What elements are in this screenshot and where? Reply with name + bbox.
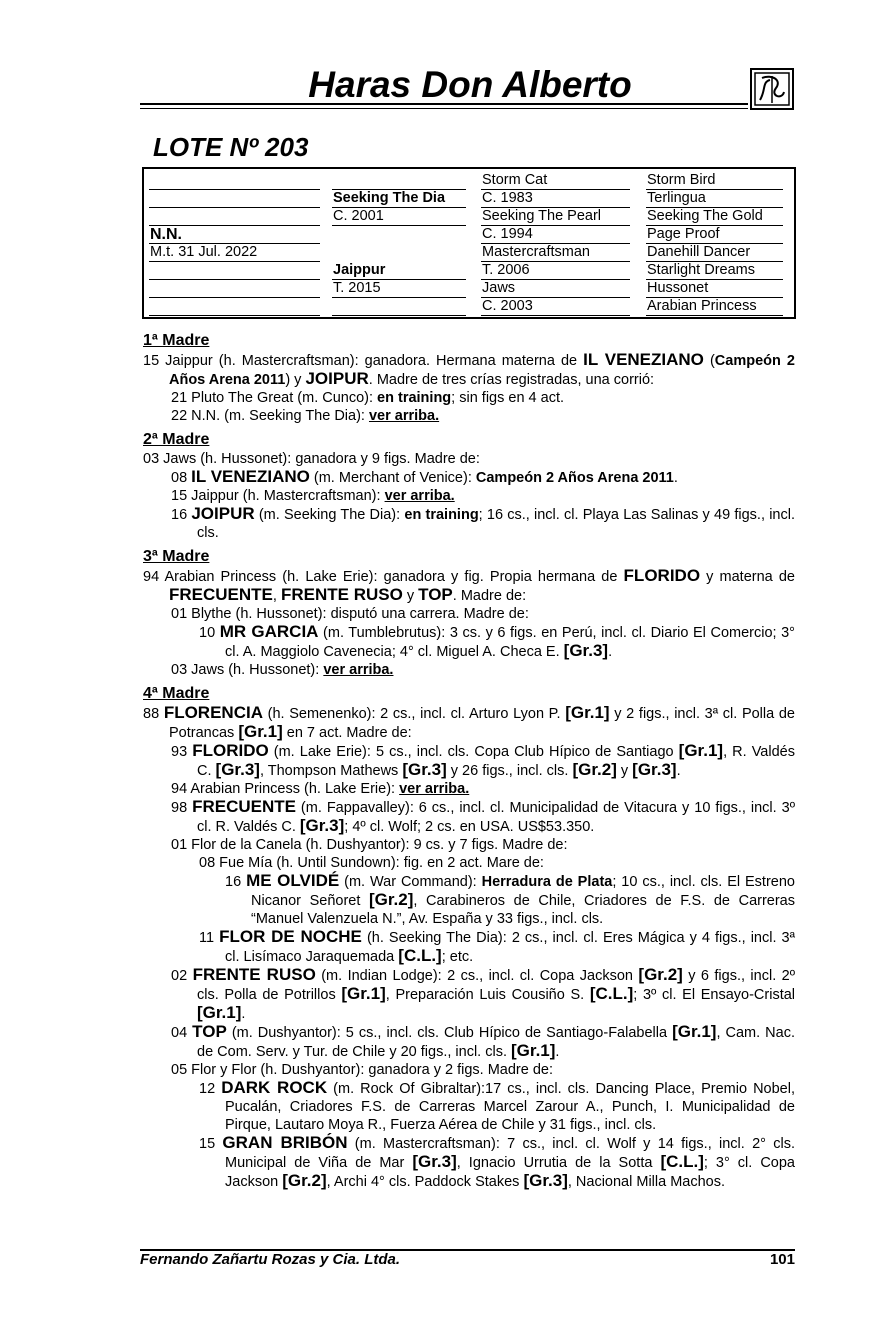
pedigree-blank [332, 172, 466, 190]
produce-entry: 94 Arabian Princess (h. Lake Erie): ver arriba. [171, 781, 470, 797]
pedigree-dam: Jaippur [332, 262, 466, 280]
pedigree-ddd: Arabian Princess [646, 298, 783, 316]
produce-entry: 21 Pluto The Great (m. Cunco): en training; sin figs en 4 act. [171, 390, 565, 406]
pedigree-sdd: Page Proof [646, 226, 783, 244]
produce-entry: 03 Jaws (h. Hussonet): ver arriba. [171, 662, 394, 678]
produce-entry: 16 ME OLVIDÉ (m. War Command): Herradura de Plata; 10 cs., incl. cls. El Estreno Nicanor Señoret [Gr.2], Carabineros de Chile, Criadores de F.S. de Carreras “Manuel Valenzuela N.”, Av. España y 33 figs., incl. cls. [225, 871, 795, 927]
dam-entry: 94 Arabian Princess (h. Lake Erie): ganadora y fig. Propia hermana de FLORIDO y materna de FRECUENTE, FRENTE RUSO y TOP. Madre de: [143, 566, 795, 604]
pedigree-sire-year: C. 2001 [332, 208, 466, 226]
dam-entry: 88 FLORENCIA (h. Semenenko): 2 cs., incl. cl. Arturo Lyon P. [Gr.1] y 2 figs., incl. 3ª cl. Polla de Potrancas [Gr.1] en 7 act. Madre de: [143, 703, 795, 741]
produce-entry: 15 GRAN BRIBÓN (m. Mastercraftsman): 7 cs., incl. cl. Wolf y 14 figs., incl. 2° cls. Municipal de Viña de Mar [Gr.3], Ignacio Urrutia de la Sotta [C.L.]; 3° cl. Copa Jackson [Gr.2], Archi 4° cls. Paddock Stakes [Gr.3], Nacional Milla Machos. [199, 1133, 795, 1190]
pedigree-blank [149, 208, 320, 226]
pedigree-table [142, 167, 796, 319]
produce-entry: 01 Blythe (h. Hussonet): disputó una carrera. Madre de: [171, 606, 529, 622]
pedigree-foal: N.N. [149, 226, 320, 244]
ver-arriba-link[interactable]: ver arriba. [368, 408, 440, 424]
pedigree-dd: Jaws [481, 280, 630, 298]
produce-entry: 98 FRECUENTE (m. Fappavalley): 6 cs., incl. cl. Municipalidad de Vitacura y 10 figs., incl. 3º cl. R. Valdés C. [Gr.3]; 4º cl. Wolf; 2 cs. en USA. US$53.350. [171, 797, 795, 835]
ver-arriba-link[interactable]: ver arriba. [323, 662, 394, 678]
section-heading-3: 3ª Madre [143, 548, 210, 565]
produce-entry: 93 FLORIDO (m. Lake Erie): 5 cs., incl. cls. Copa Club Hípico de Santiago [Gr.1], R. Valdés C. [Gr.3], Thompson Mathews [Gr.3] y 26 figs., incl. cls. [Gr.2] y [Gr.3]. [171, 741, 795, 779]
page-number: 101 [769, 1251, 795, 1268]
pedigree-sss: Storm Bird [646, 172, 783, 190]
pedigree-ds-year: T. 2006 [481, 262, 630, 280]
pedigree-blank [149, 298, 320, 316]
pedigree-ss-year: C. 1983 [481, 190, 630, 208]
pedigree-ss: Storm Cat [481, 172, 630, 190]
dam-entry: 15 Jaippur (h. Mastercraftsman): ganadora. Hermana materna de IL VENEZIANO (Campeón 2 Años Arena 2011) y JOIPUR. Madre de tres crías registradas, una corrió: [143, 350, 795, 388]
ver-arriba-link[interactable]: ver arriba. [384, 488, 455, 504]
produce-entry: 08 Fue Mía (h. Until Sundown): fig. en 2 act. Mare de: [199, 855, 544, 871]
pedigree-ds: Mastercraftsman [481, 244, 630, 262]
produce-entry: 10 MR GARCIA (m. Tumblebrutus): 3 cs. y 6 figs. en Perú, incl. cl. Diario El Comercio; 3° cl. A. Maggiolo Cavenecia; 4° cl. Miguel A. Checa E. [Gr.3]. [199, 622, 795, 660]
pedigree-dds: Hussonet [646, 280, 783, 298]
pedigree-blank [149, 262, 320, 280]
pedigree-blank [149, 190, 320, 208]
haras-crest-icon [750, 68, 794, 110]
produce-entry: 15 Jaippur (h. Mastercraftsman): ver arriba. [171, 488, 455, 504]
footer-company: Fernando Zañartu Rozas y Cia. Ltda. [140, 1251, 401, 1268]
pedigree-ssd: Terlingua [646, 190, 783, 208]
pedigree-dam-year: T. 2015 [332, 280, 466, 298]
section-heading-1: 1ª Madre [143, 332, 210, 349]
produce-record [143, 326, 795, 1191]
ver-arriba-link[interactable]: ver arriba. [399, 781, 470, 797]
produce-entry: 11 FLOR DE NOCHE (h. Seeking The Dia): 2 cs., incl. cl. Eres Mágica y 4 figs., incl. 3ª cl. Lisímaco Jaraquemada [C.L.]; etc. [199, 927, 795, 965]
pedigree-sd-year: C. 1994 [481, 226, 630, 244]
produce-entry: 04 TOP (m. Dushyantor): 5 cs., incl. cls. Club Hípico de Santiago-Falabella [Gr.1], Cam. Nac. de Com. Serv. y Tur. de Chile y 20 figs., incl. cls. [Gr.1]. [171, 1022, 795, 1060]
pedigree-sd: Seeking The Pearl [481, 208, 630, 226]
produce-entry: 05 Flor y Flor (h. Dushyantor): ganadora y 2 figs. Madre de: [171, 1062, 554, 1078]
produce-entry: 22 N.N. (m. Seeking The Dia): ver arriba. [171, 408, 440, 424]
section-heading-4: 4ª Madre [143, 685, 210, 702]
produce-entry: 16 JOIPUR (m. Seeking The Dia): en training; 16 cs., incl. cl. Playa Las Salinas y 49 figs., incl. cls. [171, 504, 795, 541]
pedigree-dsd: Starlight Dreams [646, 262, 783, 280]
header-rule [140, 103, 748, 105]
pedigree-blank [149, 172, 320, 190]
lot-number: LOTE Nº 203 [153, 132, 309, 162]
produce-entry: 01 Flor de la Canela (h. Dushyantor): 9 cs. y 7 figs. Madre de: [171, 837, 568, 853]
produce-entry: 12 DARK ROCK (m. Rock Of Gibraltar):17 cs., incl. cls. Dancing Place, Premio Nobel, Pucalán, Criadores F.S. de Carreras Marcel Zarour A., Punch, I. Municipalidad de Pirque, Lautaro Moya R., Fuerza Aérea de Chile y 31 figs., incl. cls. [199, 1078, 795, 1133]
pedigree-dss: Danehill Dancer [646, 244, 783, 262]
header-rule-thin [140, 108, 748, 109]
pedigree-dd-year: C. 2003 [481, 298, 630, 316]
section-heading-2: 2ª Madre [143, 431, 210, 448]
pedigree-blank [149, 280, 320, 298]
pedigree-blank [332, 298, 466, 316]
dam-entry: 03 Jaws (h. Hussonet): ganadora y 9 figs. Madre de: [143, 451, 480, 467]
produce-entry: 02 FRENTE RUSO (m. Indian Lodge): 2 cs., incl. cl. Copa Jackson [Gr.2] y 6 figs., incl. 2º cls. Polla de Potrillos [Gr.1], Preparación Luis Cousiño S. [C.L.]; 3º cl. El Ensayo-Cristal [Gr.1]. [171, 965, 796, 1022]
pedigree-sire: Seeking The Dia [332, 190, 466, 208]
pedigree-foal-birth: M.t. 31 Jul. 2022 [149, 244, 320, 262]
pedigree-sds: Seeking The Gold [646, 208, 783, 226]
produce-entry: 08 IL VENEZIANO (m. Merchant of Venice): Campeón 2 Años Arena 2011. [171, 467, 678, 486]
page-title: Haras Don Alberto [308, 64, 632, 105]
